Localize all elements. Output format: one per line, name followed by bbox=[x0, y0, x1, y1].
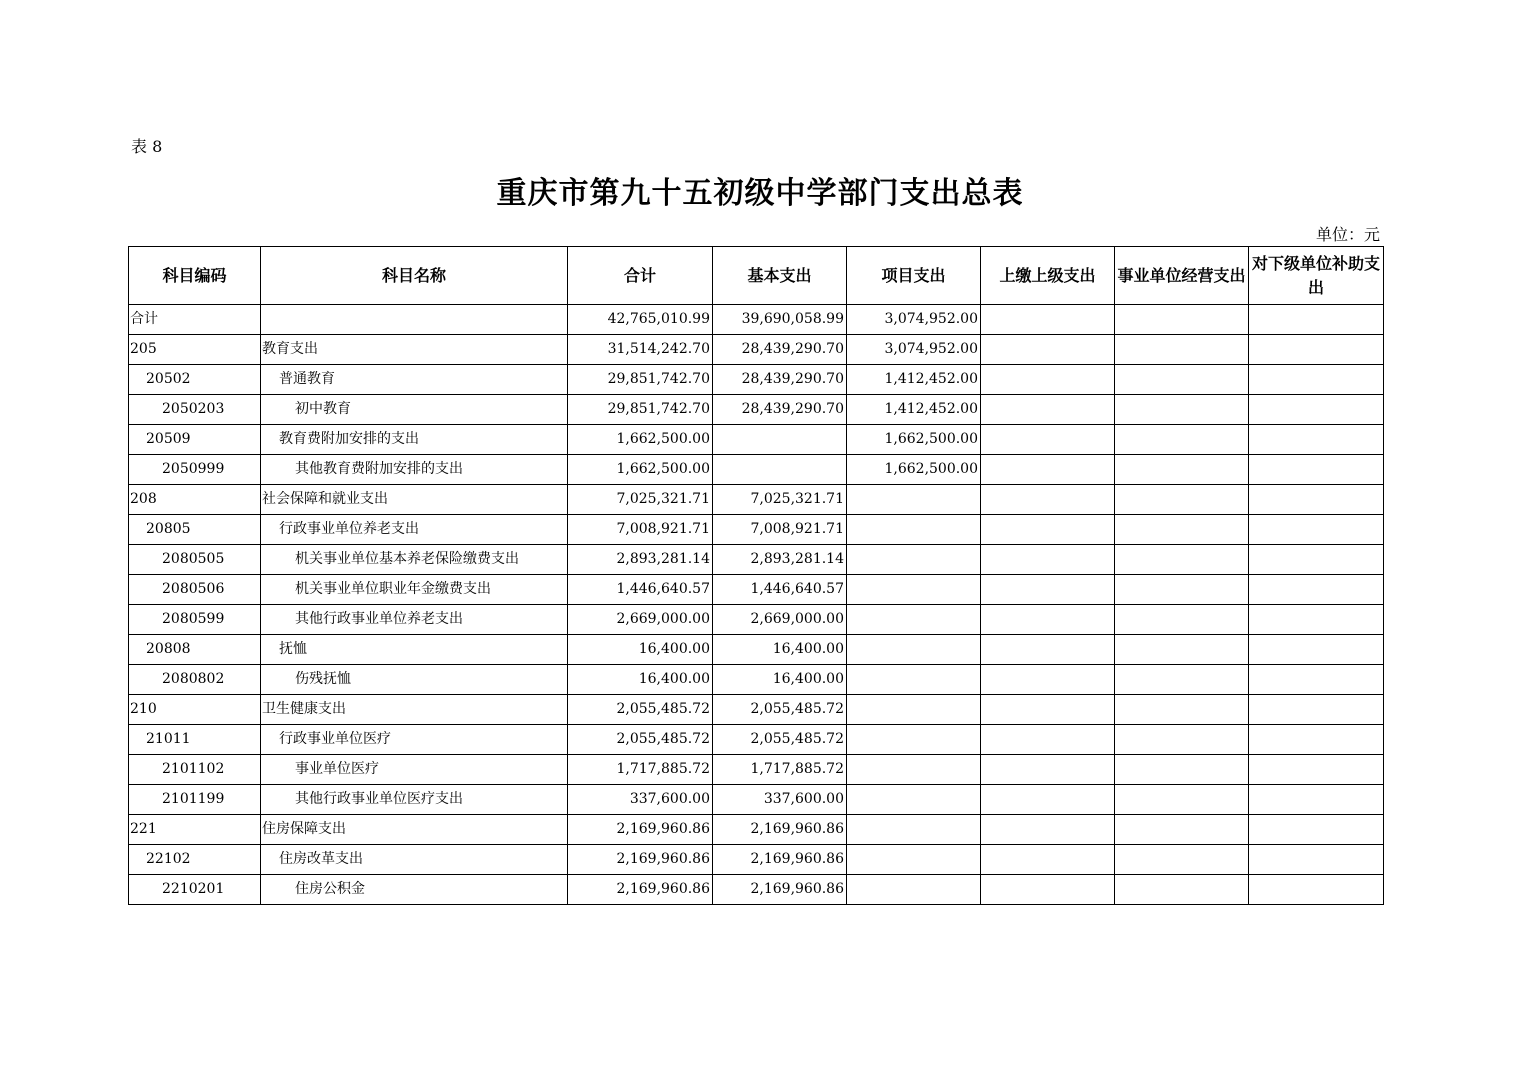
cell-basic bbox=[713, 455, 847, 485]
cell-basic bbox=[713, 425, 847, 455]
cell-subsidy bbox=[1249, 815, 1384, 845]
cell-total: 16,400.00 bbox=[568, 635, 713, 665]
cell-project: 3,074,952.00 bbox=[847, 335, 981, 365]
cell-upper bbox=[981, 755, 1115, 785]
cell-business bbox=[1115, 695, 1249, 725]
cell-business bbox=[1115, 815, 1249, 845]
cell-name: 其他行政事业单位养老支出 bbox=[261, 605, 568, 635]
cell-upper bbox=[981, 395, 1115, 425]
table-row bbox=[129, 425, 1384, 455]
table-row bbox=[129, 455, 1384, 485]
cell-name: 机关事业单位基本养老保险缴费支出 bbox=[261, 545, 568, 575]
cell-total: 2,169,960.86 bbox=[568, 875, 713, 905]
cell-project bbox=[847, 815, 981, 845]
cell-code: 20502 bbox=[129, 365, 261, 395]
table-row bbox=[129, 365, 1384, 395]
cell-project bbox=[847, 845, 981, 875]
cell-project: 1,412,452.00 bbox=[847, 395, 981, 425]
cell-code: 2080506 bbox=[129, 575, 261, 605]
cell-subsidy bbox=[1249, 605, 1384, 635]
cell-business bbox=[1115, 335, 1249, 365]
cell-business bbox=[1115, 545, 1249, 575]
cell-subsidy bbox=[1249, 365, 1384, 395]
table-header-row bbox=[129, 247, 1384, 305]
cell-total: 337,600.00 bbox=[568, 785, 713, 815]
cell-business bbox=[1115, 515, 1249, 545]
cell-total: 2,055,485.72 bbox=[568, 725, 713, 755]
cell-basic: 2,669,000.00 bbox=[713, 605, 847, 635]
cell-subsidy bbox=[1249, 695, 1384, 725]
cell-subsidy bbox=[1249, 785, 1384, 815]
table-row bbox=[129, 755, 1384, 785]
cell-basic: 39,690,058.99 bbox=[713, 305, 847, 335]
cell-name: 普通教育 bbox=[261, 365, 568, 395]
header-business: 事业单位经营支出 bbox=[1115, 247, 1249, 305]
cell-upper bbox=[981, 365, 1115, 395]
table-row bbox=[129, 305, 1384, 335]
cell-code: 2080599 bbox=[129, 605, 261, 635]
cell-basic: 7,025,321.71 bbox=[713, 485, 847, 515]
cell-subsidy bbox=[1249, 635, 1384, 665]
cell-subsidy bbox=[1249, 305, 1384, 335]
header-name: 科目名称 bbox=[261, 247, 568, 305]
cell-basic: 28,439,290.70 bbox=[713, 395, 847, 425]
cell-subsidy bbox=[1249, 575, 1384, 605]
cell-total: 2,169,960.86 bbox=[568, 815, 713, 845]
cell-name: 机关事业单位职业年金缴费支出 bbox=[261, 575, 568, 605]
cell-upper bbox=[981, 875, 1115, 905]
cell-business bbox=[1115, 845, 1249, 875]
cell-project bbox=[847, 545, 981, 575]
cell-upper bbox=[981, 305, 1115, 335]
cell-name: 社会保障和就业支出 bbox=[261, 485, 568, 515]
cell-upper bbox=[981, 815, 1115, 845]
cell-total: 29,851,742.70 bbox=[568, 395, 713, 425]
cell-basic: 337,600.00 bbox=[713, 785, 847, 815]
cell-total: 1,446,640.57 bbox=[568, 575, 713, 605]
cell-code: 2050999 bbox=[129, 455, 261, 485]
cell-subsidy bbox=[1249, 455, 1384, 485]
cell-name: 教育费附加安排的支出 bbox=[261, 425, 568, 455]
cell-project bbox=[847, 605, 981, 635]
cell-basic: 7,008,921.71 bbox=[713, 515, 847, 545]
cell-upper bbox=[981, 455, 1115, 485]
cell-total: 7,025,321.71 bbox=[568, 485, 713, 515]
cell-project: 1,662,500.00 bbox=[847, 455, 981, 485]
cell-upper bbox=[981, 515, 1115, 545]
cell-total: 1,662,500.00 bbox=[568, 425, 713, 455]
table-row bbox=[129, 725, 1384, 755]
cell-code: 21011 bbox=[129, 725, 261, 755]
cell-name: 卫生健康支出 bbox=[261, 695, 568, 725]
cell-code: 20805 bbox=[129, 515, 261, 545]
cell-business bbox=[1115, 665, 1249, 695]
table-row bbox=[129, 485, 1384, 515]
cell-code: 221 bbox=[129, 815, 261, 845]
cell-total: 2,169,960.86 bbox=[568, 845, 713, 875]
cell-project bbox=[847, 485, 981, 515]
cell-basic: 2,055,485.72 bbox=[713, 725, 847, 755]
cell-total: 2,669,000.00 bbox=[568, 605, 713, 635]
cell-upper bbox=[981, 845, 1115, 875]
cell-basic: 2,169,960.86 bbox=[713, 875, 847, 905]
cell-project bbox=[847, 755, 981, 785]
cell-project bbox=[847, 725, 981, 755]
cell-upper bbox=[981, 545, 1115, 575]
cell-code: 20808 bbox=[129, 635, 261, 665]
expense-table bbox=[128, 246, 1384, 905]
cell-upper bbox=[981, 425, 1115, 455]
table-row bbox=[129, 575, 1384, 605]
header-upper: 上缴上级支出 bbox=[981, 247, 1115, 305]
cell-business bbox=[1115, 395, 1249, 425]
cell-total: 29,851,742.70 bbox=[568, 365, 713, 395]
table-number: 表 8 bbox=[131, 137, 163, 156]
cell-name: 伤残抚恤 bbox=[261, 665, 568, 695]
cell-project bbox=[847, 665, 981, 695]
cell-project bbox=[847, 575, 981, 605]
cell-code: 208 bbox=[129, 485, 261, 515]
cell-name: 住房改革支出 bbox=[261, 845, 568, 875]
cell-name: 抚恤 bbox=[261, 635, 568, 665]
cell-upper bbox=[981, 605, 1115, 635]
cell-project: 3,074,952.00 bbox=[847, 305, 981, 335]
cell-name: 住房保障支出 bbox=[261, 815, 568, 845]
cell-code: 2080505 bbox=[129, 545, 261, 575]
cell-business bbox=[1115, 725, 1249, 755]
cell-business bbox=[1115, 575, 1249, 605]
cell-code: 2101102 bbox=[129, 755, 261, 785]
cell-subsidy bbox=[1249, 725, 1384, 755]
cell-project bbox=[847, 515, 981, 545]
cell-subsidy bbox=[1249, 665, 1384, 695]
cell-project bbox=[847, 785, 981, 815]
cell-subsidy bbox=[1249, 395, 1384, 425]
cell-name: 行政事业单位医疗 bbox=[261, 725, 568, 755]
cell-name: 行政事业单位养老支出 bbox=[261, 515, 568, 545]
cell-name: 初中教育 bbox=[261, 395, 568, 425]
cell-business bbox=[1115, 875, 1249, 905]
table-row bbox=[129, 635, 1384, 665]
cell-subsidy bbox=[1249, 545, 1384, 575]
cell-upper bbox=[981, 665, 1115, 695]
cell-basic: 1,717,885.72 bbox=[713, 755, 847, 785]
table-row bbox=[129, 395, 1384, 425]
cell-business bbox=[1115, 755, 1249, 785]
cell-code: 2080802 bbox=[129, 665, 261, 695]
cell-project: 1,412,452.00 bbox=[847, 365, 981, 395]
cell-total: 2,893,281.14 bbox=[568, 545, 713, 575]
table-row bbox=[129, 695, 1384, 725]
cell-name: 其他行政事业单位医疗支出 bbox=[261, 785, 568, 815]
cell-business bbox=[1115, 785, 1249, 815]
cell-basic: 28,439,290.70 bbox=[713, 365, 847, 395]
cell-basic: 16,400.00 bbox=[713, 635, 847, 665]
unit-label: 单位：元 bbox=[1315, 225, 1380, 244]
table-row bbox=[129, 815, 1384, 845]
cell-upper bbox=[981, 725, 1115, 755]
cell-subsidy bbox=[1249, 485, 1384, 515]
cell-total: 7,008,921.71 bbox=[568, 515, 713, 545]
cell-name: 住房公积金 bbox=[261, 875, 568, 905]
cell-subsidy bbox=[1249, 875, 1384, 905]
cell-basic: 2,169,960.86 bbox=[713, 815, 847, 845]
cell-subsidy bbox=[1249, 755, 1384, 785]
cell-total: 42,765,010.99 bbox=[568, 305, 713, 335]
page-title: 重庆市第九十五初级中学部门支出总表 bbox=[496, 176, 1024, 211]
cell-code: 2101199 bbox=[129, 785, 261, 815]
header-basic: 基本支出 bbox=[713, 247, 847, 305]
cell-total: 16,400.00 bbox=[568, 665, 713, 695]
table-row bbox=[129, 875, 1384, 905]
cell-business bbox=[1115, 485, 1249, 515]
table-row bbox=[129, 785, 1384, 815]
table-row bbox=[129, 845, 1384, 875]
cell-business bbox=[1115, 635, 1249, 665]
cell-name: 事业单位医疗 bbox=[261, 755, 568, 785]
cell-business bbox=[1115, 425, 1249, 455]
table-row bbox=[129, 545, 1384, 575]
cell-subsidy bbox=[1249, 515, 1384, 545]
cell-project bbox=[847, 695, 981, 725]
cell-total: 1,717,885.72 bbox=[568, 755, 713, 785]
cell-code: 2210201 bbox=[129, 875, 261, 905]
header-subsidy: 对下级单位补助支出 bbox=[1249, 247, 1384, 305]
cell-upper bbox=[981, 635, 1115, 665]
cell-subsidy bbox=[1249, 845, 1384, 875]
cell-basic: 2,893,281.14 bbox=[713, 545, 847, 575]
cell-project: 1,662,500.00 bbox=[847, 425, 981, 455]
cell-project bbox=[847, 635, 981, 665]
header-code: 科目编码 bbox=[129, 247, 261, 305]
header-total: 合计 bbox=[568, 247, 713, 305]
cell-code: 210 bbox=[129, 695, 261, 725]
cell-name: 教育支出 bbox=[261, 335, 568, 365]
cell-code: 205 bbox=[129, 335, 261, 365]
cell-basic: 16,400.00 bbox=[713, 665, 847, 695]
cell-upper bbox=[981, 575, 1115, 605]
table-row bbox=[129, 515, 1384, 545]
cell-code: 22102 bbox=[129, 845, 261, 875]
cell-upper bbox=[981, 335, 1115, 365]
cell-business bbox=[1115, 605, 1249, 635]
cell-total: 31,514,242.70 bbox=[568, 335, 713, 365]
cell-basic: 2,169,960.86 bbox=[713, 845, 847, 875]
table-row bbox=[129, 335, 1384, 365]
cell-code: 2050203 bbox=[129, 395, 261, 425]
cell-upper bbox=[981, 695, 1115, 725]
cell-business bbox=[1115, 455, 1249, 485]
cell-basic: 2,055,485.72 bbox=[713, 695, 847, 725]
cell-subsidy bbox=[1249, 425, 1384, 455]
cell-project bbox=[847, 875, 981, 905]
cell-name bbox=[261, 305, 568, 335]
cell-upper bbox=[981, 785, 1115, 815]
cell-code: 合计 bbox=[129, 305, 261, 335]
cell-name: 其他教育费附加安排的支出 bbox=[261, 455, 568, 485]
cell-subsidy bbox=[1249, 335, 1384, 365]
cell-total: 1,662,500.00 bbox=[568, 455, 713, 485]
cell-basic: 1,446,640.57 bbox=[713, 575, 847, 605]
header-project: 项目支出 bbox=[847, 247, 981, 305]
cell-upper bbox=[981, 485, 1115, 515]
cell-business bbox=[1115, 305, 1249, 335]
cell-business bbox=[1115, 365, 1249, 395]
table-row bbox=[129, 605, 1384, 635]
table-row bbox=[129, 665, 1384, 695]
cell-code: 20509 bbox=[129, 425, 261, 455]
cell-total: 2,055,485.72 bbox=[568, 695, 713, 725]
cell-basic: 28,439,290.70 bbox=[713, 335, 847, 365]
